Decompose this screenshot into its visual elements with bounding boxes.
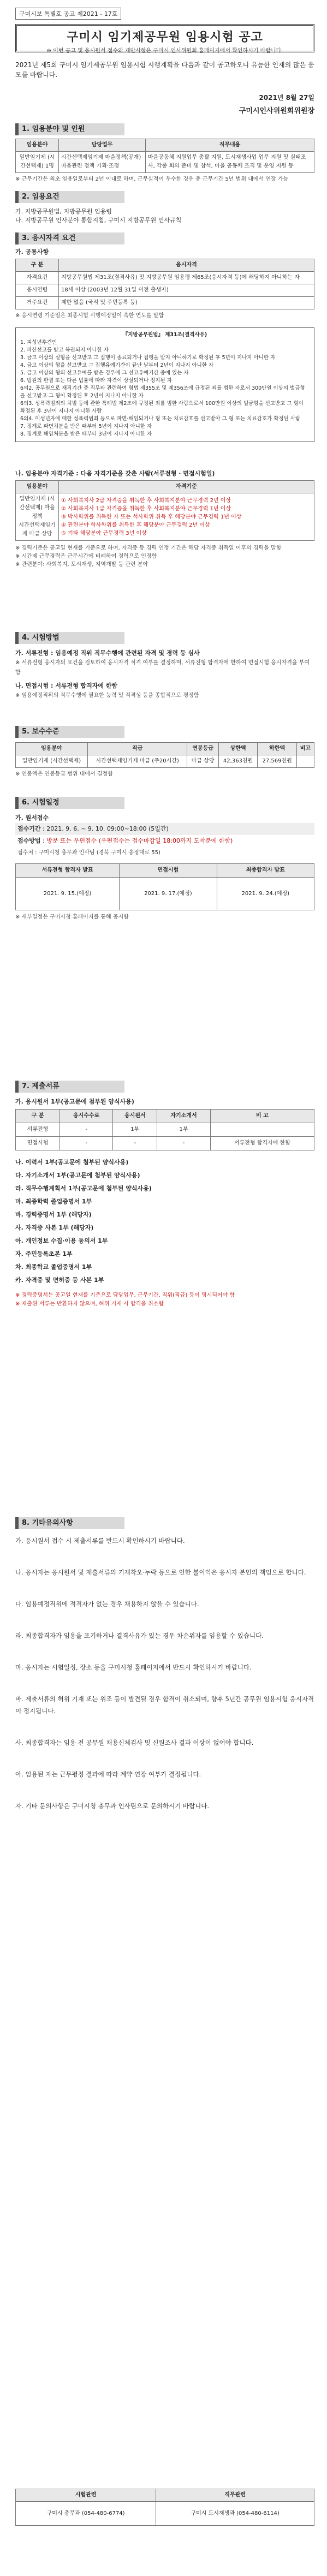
list-item: 나. 응시자는 응시원서 및 제출서류의 기재착오·누락 등으로 인한 불이익은 응시자 본인의 책임으로 합니다. (15, 1569, 306, 1576)
period-label: 접수기간 (17, 825, 41, 832)
table-header: 직급 (87, 743, 187, 755)
table-cell: 2021. 9. 17.(예정) (120, 878, 217, 910)
period-row: 접수기간 : 2021. 9. 6. ~ 9. 10. 09:00~18:00 (5일간) (15, 823, 314, 835)
list-item: 바. 경력증명서 1부 (해당자) (15, 1211, 92, 1218)
list-item: 라. 직무수행계획서 1부(공고문에 첨부된 양식사용) (15, 1185, 152, 1192)
table-header: 자기소개서 (157, 1110, 210, 1123)
list-item: 마. 응시자는 시험일정, 장소 등을 구미시청 홈페이지에서 반드시 확인하시기 바랍니다. (15, 1663, 252, 1671)
table-cell: 거주요건 (16, 297, 59, 309)
note-line: ※ 시간제 근무경력은 근무시간에 비례하여 경력으로 인정함 (15, 553, 157, 559)
salary-table (15, 742, 314, 768)
section-4-heading: 4. 시험방법 (15, 632, 124, 644)
section-3-body (15, 248, 314, 320)
table-cell: 서류전형 (16, 1123, 60, 1137)
list-item: 카. 자격증 및 면허증 등 사본 1부 (15, 1277, 104, 1284)
list-item: 7. 징계로 파면처분을 받은 때부터 5년이 지나지 아니한 자 (20, 424, 152, 430)
table-header: 응시원서 (113, 1110, 157, 1123)
table-cell: - (157, 1137, 210, 1150)
list-item: 3. 금고 이상의 실형을 선고받고 그 집행이 종료되거나 집행을 받지 아니하기로 확정된 후 5년이 지나지 아니한 자 (20, 355, 276, 361)
table-cell: 마을공동체 지원업무 총괄 지원, 도시재생사업 업무 지원 및 실태조사, 각종 회의 준비 및 참석, 마을 공동체 조직 및 운영 지원 등 (146, 152, 314, 173)
table-header: 구 분 (16, 259, 59, 272)
table-note: ※ 세부일정은 구미시청 홈페이지를 통해 공지함 (15, 914, 129, 920)
table-cell: 자격요건 (16, 272, 59, 284)
table-cell: 구미시 총무과 (054-480-6774) (16, 2502, 156, 2526)
table-cell: 구미시 도시재생과 (054-480-6114) (156, 2502, 314, 2526)
note-line: ※ 임용예정직위의 직무수행에 필요한 능력 및 적격성 등을 종합적으로 평정함 (15, 693, 199, 699)
table-cell: 2021. 9. 15.(예정) (16, 878, 120, 910)
subsection-title: 가. 공통사항 (15, 248, 49, 255)
list-item: 바. 제출서류의 허위 기재 또는 위조 등이 발견될 경우 합격이 취소되며, 향후 5년간 공무원 임용시험 응시자격이 정지됩니다. (15, 1695, 314, 1715)
table-note: ※ 응시연령 기준일은 최종시험 시행예정일이 속한 연도를 말함 (15, 313, 164, 319)
section-6-body (15, 813, 314, 922)
period-value: 2021. 9. 6. ~ 9. 10. 09:00~18:00 (5일간) (46, 825, 169, 832)
table-cell (296, 755, 314, 768)
section-2-heading: 2. 임용요건 (15, 191, 124, 203)
section-4-body (15, 648, 314, 701)
list-item: 6의2. 공무원으로 재직기간 중 직무와 관련하여 형법 제355조 및 제356조에 규정된 죄를 범한 자로서 300만원 이상의 벌금형을 선고받고 그 형이 확정된 후 2년이 지나지 아니한 자 (20, 385, 305, 399)
table-cell (59, 493, 314, 541)
table-note: ※ 연봉액은 연봉등급 범위 내에서 결정함 (15, 771, 113, 777)
table-cell: 27,569천원 (258, 755, 297, 768)
table-cell: 1부 (157, 1123, 210, 1137)
list-item: ⑤ 기타 해당분야 근무경력 3년 이상 (61, 530, 147, 536)
table-header: 직무관련 (156, 2489, 314, 2502)
table-header: 최종합격자 발표 (217, 864, 314, 878)
table-cell: 42,363천원 (218, 755, 258, 768)
subsection-title: 나. 임용분야 자격기준 : 다음 자격기준을 갖춘 사람(서류전형 · 면접시험일) (15, 470, 215, 477)
table-note: ※ 근무기간은 최초 임용일로부터 2년 이내로 하며, 근무실적이 우수한 경우 총 근무기간 5년 범위 내에서 연장 가능 (15, 176, 289, 182)
table-cell: 마급 상당 (187, 755, 218, 768)
list-item: 자. 주민등록초본 1부 (15, 1250, 73, 1257)
table-cell: 시간선택제임기제 마급 (주20시간) (87, 755, 187, 768)
issuing-org: 구미시인사위원회위원장 (239, 107, 314, 115)
table-header: 임용분야 (16, 139, 59, 152)
list-item: 나. 지방공무원 인사분야 통합지침, 구미시 지방공무원 인사규칙 (15, 217, 182, 224)
place-row: 접수처 : 구미시청 총무과 인사팀 (경북 구미시 송정대로 55) (17, 850, 160, 856)
documents-list (15, 1156, 314, 1287)
table-header: 상한액 (218, 743, 258, 755)
method-row: 접수방법 : 방문 또는 우편접수 (우편접수는 접수마감일 18:00까지 도착분에 한함) (17, 837, 233, 844)
table-cell: 시간선택제임기제 마을정책(공개) 마을관련 정책 기획·조정 (59, 152, 146, 173)
list-item: 가. 응시원서 접수 시 제출서류를 반드시 확인하시기 바랍니다. (15, 1537, 185, 1545)
list-item: 2. 파산선고를 받고 복권되지 아니한 자 (20, 347, 109, 353)
note-line: ※ 제출된 서류는 반환하지 않으며, 허위 기재 시 합격을 취소함 (15, 1301, 164, 1307)
section-5-body (15, 742, 314, 779)
table-cell: 지방공무원법 제31조(결격사유) 및 지방공무원 임용령 제65조(응시자격 등)에 해당하지 아니하는 자 (59, 272, 314, 284)
list-item: ③ 박사학위를 취득한 자 또는 석사학위 취득 후 해당분야 근무경력 1년 이상 (61, 514, 242, 520)
subsection-title: 가. 원서접수 (15, 814, 49, 821)
contacts-block (15, 2489, 314, 2526)
table-cell (16, 493, 59, 541)
list-item: 6의4. 미성년자에 대한 성폭력범죄 등으로 파면·해임되거나 형 또는 치료감호를 선고받아 그 형 또는 치료감호가 확정된 사람 (20, 416, 301, 422)
table-header: 자격기준 (59, 481, 314, 493)
list-item: 자. 기타 문의사항은 구미시청 총무과 인사팀으로 문의하시기 바랍니다. (15, 1802, 210, 1810)
section-1-heading: 1. 임용분야 및 인원 (15, 123, 124, 135)
list-item: 가. 서류전형 : 임용예정 직위 직무수행에 관련된 자격 및 경력 등 심사 (15, 649, 200, 657)
table-header: 비고 (296, 743, 314, 755)
list-item: 사. 최종합격자는 임용 전 공무원 채용신체검사 및 신원조사 결과 이상이 없어야 합니다. (15, 1739, 254, 1746)
table-cell: 일반임기제 (시간선택제) (16, 755, 88, 768)
list-item: 6. 법원의 판결 또는 다른 법률에 따라 자격이 상실되거나 정지된 자 (20, 378, 172, 384)
contacts-table (15, 2489, 314, 2526)
list-item: ① 사회복지사 2급 자격증을 취득한 후 사회복지분야 근무경력 2년 이상 (61, 497, 231, 504)
eligibility-table (15, 259, 314, 309)
table-cell: 서류전형 합격자에 한함 (210, 1137, 314, 1150)
list-item: 아. 임용된 자는 근무평정 결과에 따라 계약 연장 여부가 결정됩니다. (15, 1770, 201, 1778)
section-7-heading: 7. 제출서류 (15, 1081, 124, 1093)
documents-table (15, 1109, 314, 1150)
subsection-title: 가. 응시원서 1부(공고문에 첨부된 양식사용) (15, 1098, 134, 1105)
section-6-heading: 6. 시험일정 (15, 797, 124, 809)
list-item: 라. 최종합격자가 임용을 포기하거나 결격사유가 있는 경우 차순위자를 임용할 수 있습니다. (15, 1632, 264, 1639)
gazette-tag: 구미시보 특별호 공고 제2021 - 17호 (15, 8, 121, 20)
table-cell: 일반임기제 (시간선택제) 1명 (16, 152, 59, 173)
list-item: 다. 자기소개서 1부(공고문에 첨부된 양식사용) (15, 1172, 140, 1179)
list-item: 5. 금고 이상의 형의 선고유예를 받은 경우에 그 선고유예기간 중에 있는 자 (20, 370, 189, 376)
note-line: ※ 경력기준은 공고일 현재를 기준으로 하며, 자격증 등 경력 인정 기간은 해당 자격증 취득일 이후의 경력을 말함 (15, 545, 282, 551)
page-subtitle: ※ 이번 공고 및 응시원서 접수와 제반사항은 구미시 인사위원회 홈페이지에서 확인하시기 바랍니다. (46, 48, 283, 54)
table-header: 임용분야 (16, 743, 88, 755)
list-item: 사. 자격증 사본 1부 (해당자) (15, 1224, 94, 1231)
table-cell: 제한 없음 (국적 및 주민등록 등) (59, 297, 314, 309)
list-item: 가. 지방공무원법, 지방공무원 임용령 (15, 208, 112, 215)
list-item: 6의3. 성폭력범죄의 처벌 등에 관한 특례법 제2조에 규정된 죄를 범한 사람으로서 100만원 이상의 벌금형을 선고받고 그 형이 확정된 후 3년이 지나지 아니한 사람 (20, 401, 304, 414)
table-header: 임용분야 (16, 481, 59, 493)
table-header: 비 고 (210, 1110, 314, 1123)
list-item: 나. 이력서 1부(공고문에 첨부된 양식사용) (15, 1159, 129, 1166)
notes (15, 544, 314, 569)
table-cell: 18세 이상 (2003년 12월 31일 이전 출생자) (59, 284, 314, 297)
note-line: ※ 경력증명서는 공고일 현재를 기준으로 담당업무, 근무기간, 직위(직급) 등이 명시되어야 함 (15, 1292, 235, 1298)
method-label: 접수방법 (17, 837, 41, 844)
section-5-heading: 5. 보수수준 (15, 726, 124, 738)
section-2-body (15, 207, 314, 225)
table-cell (210, 1123, 314, 1137)
section-3b-body (15, 469, 314, 569)
table-header: 구 분 (16, 1110, 60, 1123)
table-header: 직무내용 (146, 139, 314, 152)
notice-date: 2021년 8월 27일 (259, 94, 314, 102)
title-box (15, 24, 314, 52)
table-header: 시험관련 (16, 2489, 156, 2502)
table-header: 응시수수료 (60, 1110, 112, 1123)
table-header: 응시자격 (59, 259, 314, 272)
table-header: 담당업무 (59, 139, 146, 152)
positions-table (15, 139, 314, 173)
list-item: 다. 임용예정직위에 적격자가 없는 경우 채용하지 않을 수 있습니다. (15, 1600, 199, 1608)
section-1-body (15, 139, 314, 184)
list-item: ④ 관련분야 학사학위를 취득한 후 해당분야 근무경력 2년 이상 (61, 522, 210, 528)
method-value: 방문 또는 우편접수 (우편접수는 접수마감일 18:00까지 도착분에 한함) (46, 837, 233, 844)
list-item: 1. 피성년후견인 (20, 339, 57, 345)
disqual-title: 『지방공무원법』 제31조(결격사유) (122, 332, 207, 338)
table-cell: - (60, 1137, 112, 1150)
page-title: 구미시 임기제공무원 임용시험 공고 (67, 31, 263, 44)
table-cell: 응시연령 (16, 284, 59, 297)
list-item: 나. 면접시험 : 서류전형 합격자에 한함 (15, 682, 118, 689)
table-cell: 1부 (113, 1123, 157, 1137)
list-item: 마. 최종학력 졸업증명서 1부 (15, 1198, 92, 1205)
field-grade: 시간선택제임기제 마급 상당 (19, 522, 56, 537)
list-item: 차. 최종학교 졸업증명서 1부 (15, 1263, 92, 1271)
section-8-heading: 8. 기타유의사항 (15, 1517, 124, 1529)
table-cell: - (60, 1123, 112, 1137)
notes (15, 1291, 314, 1309)
note-line: ※ 서류전형 응시자의 요건을 검토하여 응시자격 적격 여부를 결정하며, 서류전형 합격자에 한하여 면접시험 응시자격을 부여함 (15, 660, 310, 676)
table-cell: 면접시험 (16, 1137, 60, 1150)
note-line: ※ 관련분야: 사회복지, 도시재생, 지역개발 등 관련 분야 (15, 562, 148, 568)
section-7-body (15, 1097, 314, 1309)
table-header: 면접시험 (120, 864, 217, 878)
intro-text: 2021년 제5회 구미시 임기제공무원 임용시험 시행계획을 다음과 같이 공고하오니 유능한 인재의 많은 응모를 바랍니다. (15, 61, 314, 79)
table-cell: 2021. 9. 24.(예정) (217, 878, 314, 910)
disqualification-box (15, 327, 314, 442)
qualification-table (15, 480, 314, 541)
list-item: 4. 금고 이상의 형을 선고받고 그 집행유예기간이 끝난 날부터 2년이 지나지 아니한 자 (20, 362, 214, 368)
list-item: ② 사회복지사 1급 자격증을 취득한 후 사회복지분야 근무경력 1년 이상 (61, 505, 231, 512)
field-name: 일반임기제 (시간선택제) 마을정책 (19, 496, 55, 520)
list-item: 8. 징계로 해임처분을 받은 때부터 3년이 지나지 아니한 자 (20, 431, 152, 437)
schedule-table (15, 863, 314, 910)
table-cell: - (113, 1137, 157, 1150)
section-3-heading: 3. 응시자격 요건 (15, 232, 124, 245)
table-header: 연봉등급 (187, 743, 218, 755)
table-header: 서류전형 합격자 발표 (16, 864, 120, 878)
table-header: 하한액 (258, 743, 297, 755)
section-8-body (15, 1535, 314, 1832)
list-item: 아. 개인정보 수집·이용 동의서 1부 (15, 1237, 108, 1244)
